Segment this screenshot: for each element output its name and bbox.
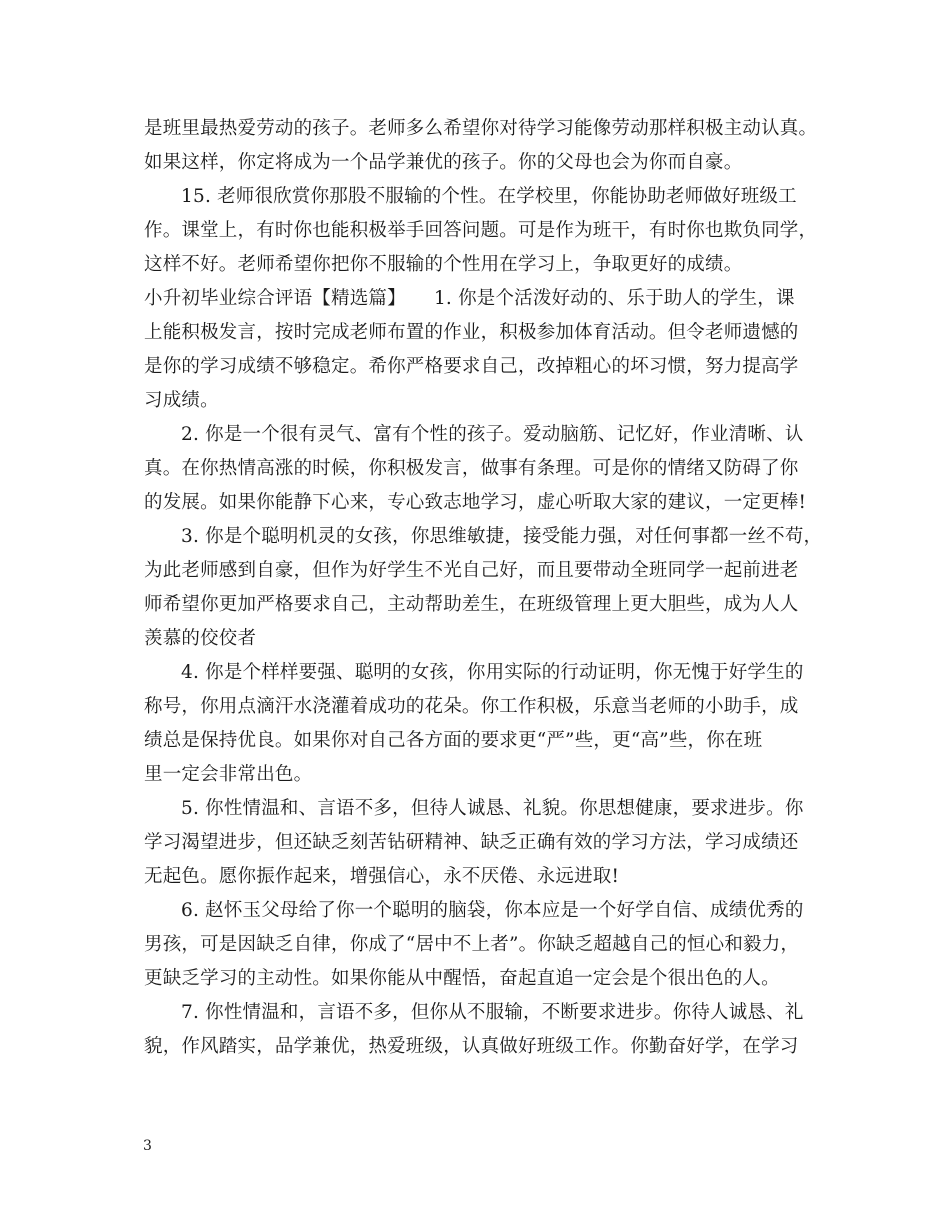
text-line: 学习渴望进步，但还缺乏刻苦钻研精神、缺乏正确有效的学习方法，学习成绩还: [144, 832, 799, 853]
text-line: 师希望你更加严格要求自己，主动帮助差生，在班级管理上更大胆些，成为人人: [144, 594, 799, 615]
text-line: 6. 赵怀玉父母给了你一个聪明的脑袋，你本应是一个好学自信、成绩优秀的: [181, 900, 804, 921]
text-line: 这样不好。老师希望你把你不服输的个性用在学习上，争取更好的成绩。: [144, 254, 743, 275]
text-line: 称号，你用点滴汗水浇灌着成功的花朵。你工作积极，乐意当老师的小助手，成: [144, 696, 799, 717]
text-line: 上能积极发言，按时完成老师布置的作业，积极参加体育活动。但令老师遗憾的: [144, 322, 799, 343]
text-line: 是你的学习成绩不够稳定。希你严格要求自己，改掉粗心的坏习惯，努力提高学: [144, 356, 799, 377]
text-line: 作。课堂上，有时你也能积极举手回答问题。可是作为班干，有时你也欺负同学，: [144, 220, 818, 241]
text-line: 羡慕的佼佼者: [144, 628, 257, 649]
text-line: 绩总是保持优良。如果你对自己各方面的要求更“严”些，更“高”些，你在班: [144, 730, 763, 751]
text-line: 3. 你是个聪明机灵的女孩，你思维敏捷，接受能力强，对任何事都一丝不苟，: [181, 526, 823, 547]
text-line: 无起色。愿你振作起来，增强信心，永不厌倦、永远进取!: [144, 866, 620, 887]
text-line: 更缺乏学习的主动性。如果你能从中醒悟，奋起直追一定会是个很出色的人。: [144, 968, 780, 989]
text-line: 4. 你是个样样要强、聪明的女孩，你用实际的行动证明，你无愧于好学生的: [181, 662, 804, 683]
text-line: 是班里最热爱劳动的孩子。老师多么希望你对待学习能像劳动那样积极主动认真。: [144, 118, 818, 139]
text-line: 貌，作风踏实，品学兼优，热爱班级，认真做好班级工作。你勤奋好学，在学习: [144, 1036, 799, 1057]
text-line: 7. 你性情温和，言语不多，但你从不服输，不断要求进步。你待人诚恳、礼: [181, 1002, 804, 1023]
text-line: 里一定会非常出色。: [144, 764, 313, 785]
text-line: 男孩，可是因缺乏自律，你成了“居中不上者”。你缺乏超越自己的恒心和毅力，: [144, 934, 800, 955]
text-line: 习成绩。: [144, 390, 219, 411]
text-line: 为此老师感到自豪，但作为好学生不光自己好，而且要带动全班同学一起前进老: [144, 560, 799, 581]
text-line: 15. 老师很欣赏你那股不服输的个性。在学校里，你能协助老师做好班级工: [181, 186, 797, 207]
text-line: 如果这样，你定将成为一个品学兼优的孩子。你的父母也会为你而自豪。: [144, 152, 743, 173]
text-line: 2. 你是一个很有灵气、富有个性的孩子。爱动脑筋、记忆好，作业清晰、认: [181, 424, 804, 445]
section-heading-line: 小升初毕业综合评语【精选篇】 1. 你是个活泼好动的、乐于助人的学生，课: [144, 288, 795, 309]
text-line: 真。在你热情高涨的时候，你积极发言，做事有条理。可是你的情绪又防碍了你: [144, 458, 799, 479]
document-body: [144, 112, 834, 1064]
text-line: 5. 你性情温和、言语不多，但待人诚恳、礼貌。你思想健康，要求进步。你: [181, 798, 804, 819]
text-line: 的发展。如果你能静下心来，专心致志地学习，虚心听取大家的建议，一定更棒!: [144, 492, 807, 513]
page-number: 3: [143, 1138, 152, 1154]
